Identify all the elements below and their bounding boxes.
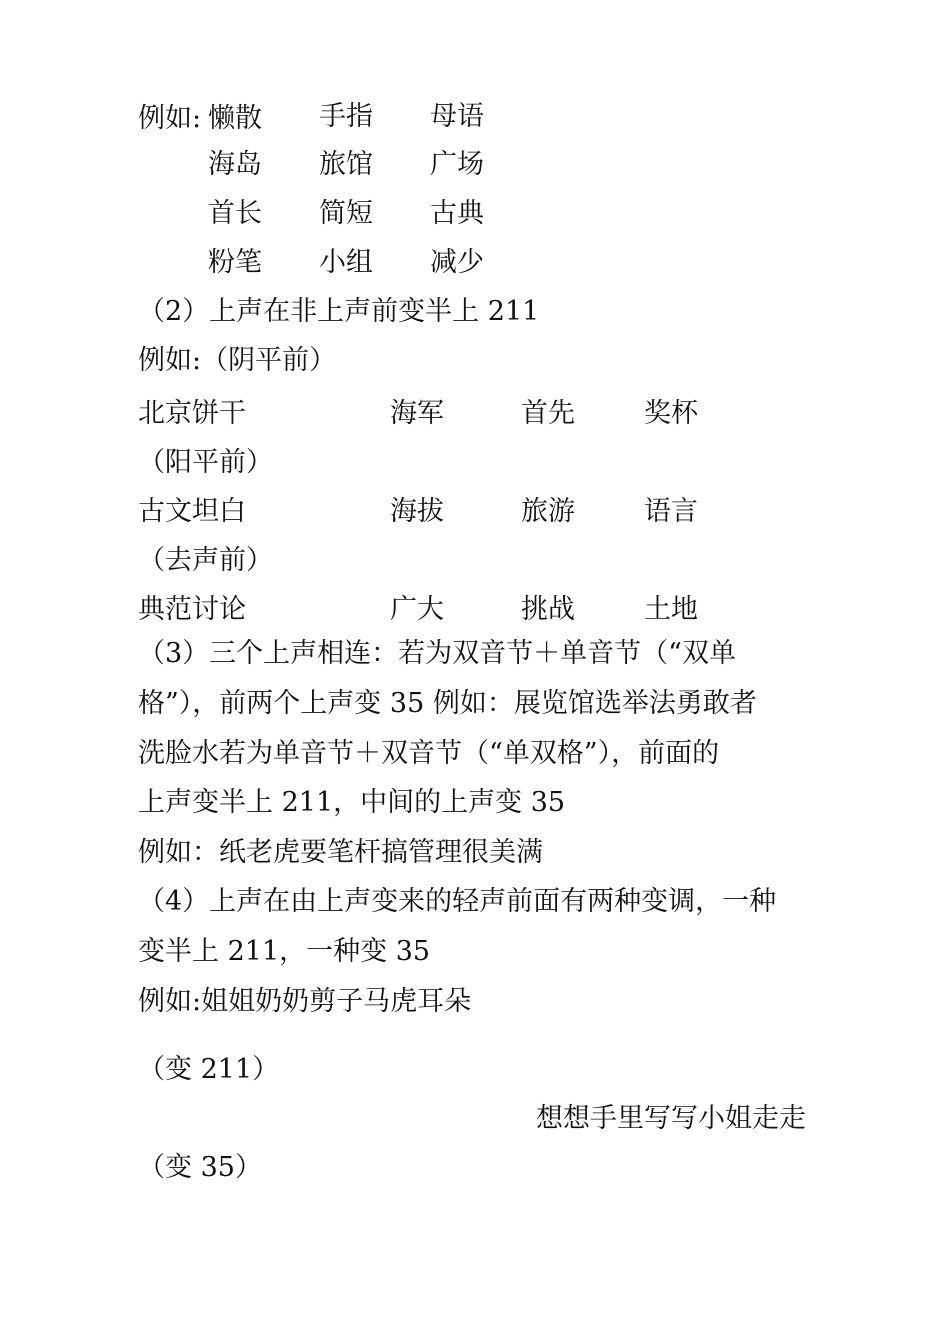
rule-3-line-3: 洗脸水若为单音节＋双音节（“单双格”），前面的: [138, 738, 720, 769]
label-yangping: （阳平前）: [138, 447, 273, 478]
rule-3-example: 例如：纸老虎要笔杆搞管理很美满: [138, 837, 543, 868]
group-yangping-word-1: 古文坦白: [138, 496, 246, 527]
label-change-211: （变 211）: [138, 1054, 280, 1085]
word-shouzhi: 手指: [319, 101, 373, 132]
group-yinping-word-4: 奖杯: [644, 398, 698, 429]
example-lead-2: 例如:（阴平前）: [138, 345, 337, 376]
rule-4-line-1: （4）上声在由上声变来的轻声前面有两种变调，一种: [138, 886, 777, 917]
rule-3-line-1: （3）三个上声相连：若为双音节＋单音节（“双单: [138, 638, 736, 669]
label-change-35: （变 35）: [138, 1152, 262, 1183]
word-haidao: 海岛: [208, 149, 262, 180]
rule-3-line-4: 上声变半上 211，中间的上声变 35: [138, 787, 566, 818]
word-jianduan: 简短: [319, 198, 373, 229]
group-qusheng-word-1: 典范讨论: [138, 594, 246, 625]
example-lead-1: 例如:: [138, 103, 202, 134]
group-yangping-word-2: 海拔: [390, 496, 444, 527]
word-guangchang: 广场: [430, 149, 484, 180]
word-fenbi: 粉笔: [208, 247, 262, 278]
word-jianshao: 减少: [430, 247, 484, 278]
group-yangping-word-3: 旅游: [521, 496, 575, 527]
group-yinping-word-2: 海军: [390, 398, 444, 429]
group-yinping-word-3: 首先: [521, 398, 575, 429]
word-muyu: 母语: [430, 101, 484, 132]
right-aligned-words: 想想手里写写小姐走走: [536, 1103, 806, 1134]
rule-4-line-2: 变半上 211，一种变 35: [138, 936, 431, 967]
group-yangping-word-4: 语言: [644, 496, 698, 527]
word-shouzhang: 首长: [208, 198, 262, 229]
rule-4-example: 例如:姐姐奶奶剪子马虎耳朵: [138, 986, 472, 1017]
group-yinping-word-1: 北京饼干: [138, 398, 246, 429]
rule-2-heading: （2）上声在非上声前变半上 211: [138, 296, 540, 327]
group-qusheng-word-2: 广大: [390, 594, 444, 625]
rule-3-line-2: 格”），前两个上声变 35 例如：展览馆选举法勇敢者: [138, 688, 757, 719]
word-xiaozu: 小组: [319, 247, 373, 278]
word-lanse: 懒散: [208, 103, 262, 134]
word-gudian: 古典: [430, 198, 484, 229]
word-lvguan: 旅馆: [319, 149, 373, 180]
group-qusheng-word-4: 土地: [644, 594, 698, 625]
group-qusheng-word-3: 挑战: [521, 594, 575, 625]
label-qusheng: （去声前）: [138, 545, 273, 576]
